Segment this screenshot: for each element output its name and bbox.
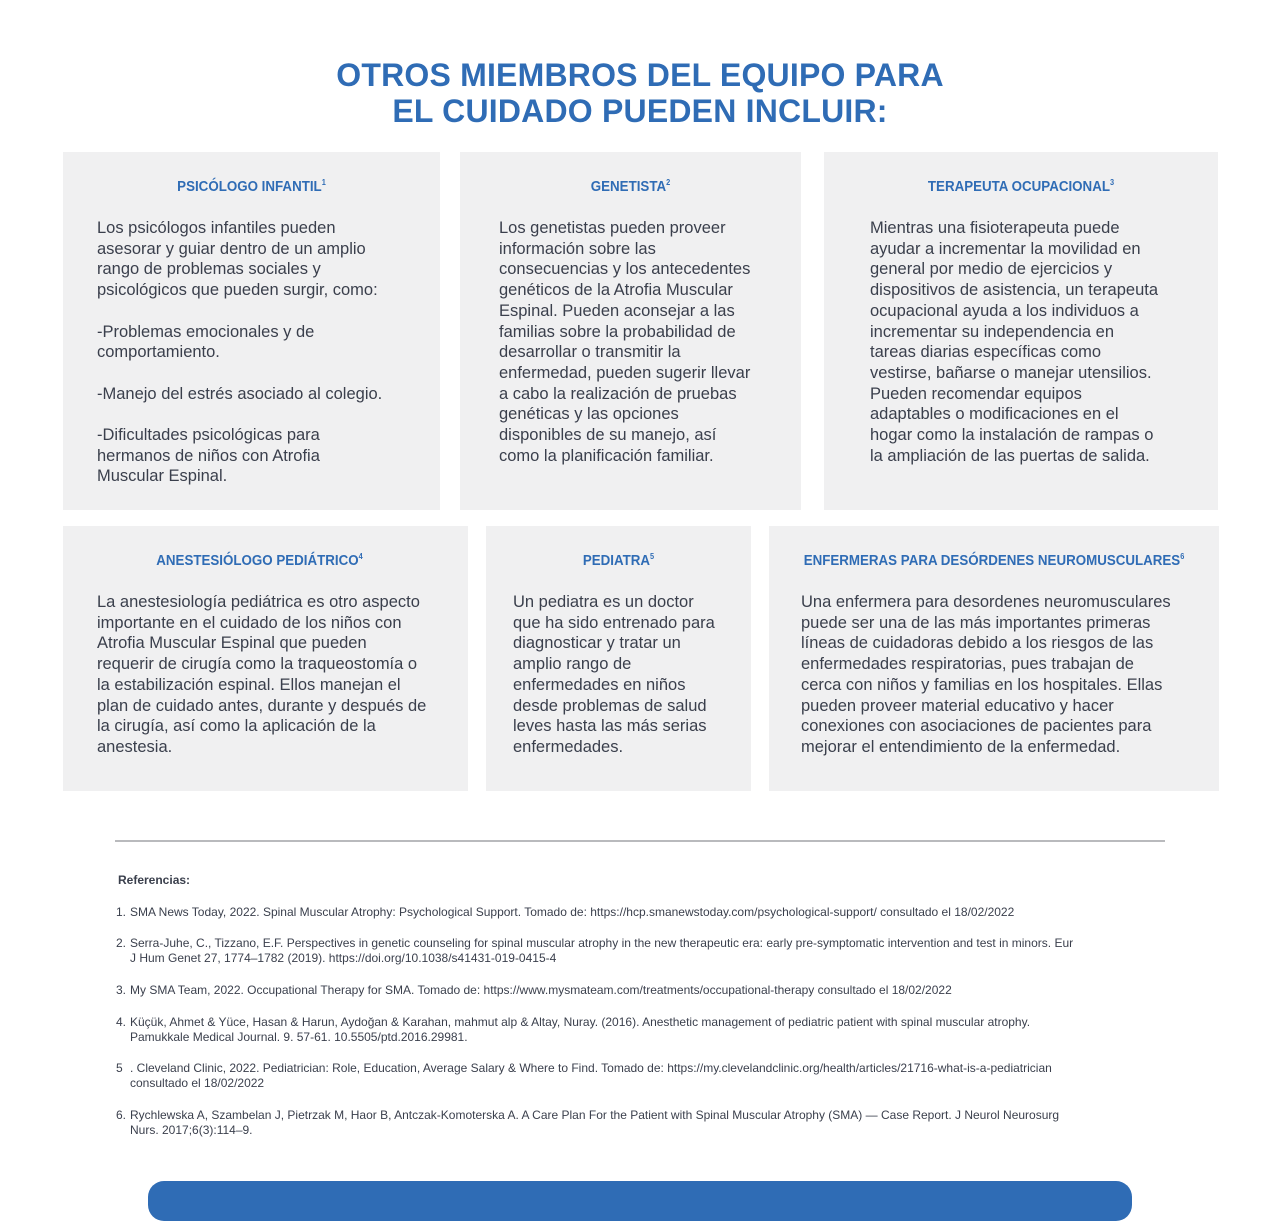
card-body: Una enfermera para desordenes neuromusculares puede ser una de las más importantes primeras líneas de cuidadoras debido a los riesgos de las enfermedades respiratorias, pues trabajan de cerca con niños y familias en los hospitales. Ellas pueden proveer material educativo y hacer conexiones con asociaciones de pacientes para mejorar el entendimiento de la enfermedad.	[801, 593, 1171, 756]
card-heading	[68, 548, 452, 570]
card-body: Un pediatra es un doctor que ha sido entrenado para diagnosticar y tratar un amplio rango de enfermedades en niños desde problemas de salud leves hasta las más serias enfermedades.	[513, 593, 715, 756]
reference-marker: 2	[666, 178, 671, 187]
card-pediatra	[486, 526, 751, 791]
reference-text: Rychlewska A, Szambelan J, Pietrzak M, Haor B, Antczak-Komoterska A. A Care Plan For the Patient with Spinal Muscular Atrophy (SMA) — Case Report. J Neurol Neurosurg Nurs. 2017;6(3):114–9.	[130, 1108, 1060, 1137]
reference-number: 6.	[116, 1108, 127, 1122]
reference-item	[114, 1015, 1030, 1045]
reference-item	[114, 1061, 1052, 1091]
card-body: Los psicólogos infantiles pueden asesorar y guiar dentro de un amplio rango de problemas sociales y psicológicos que pueden surgir, como: -Problemas emocionales y de comportamiento. -Manejo del estrés asociado al colegio. -Dificultades psicológicas para hermanos de niños con Atrofia Muscular Espinal.	[97, 219, 383, 486]
card-body: La anestesiología pediátrica es otro aspecto importante en el cuidado de los niños con Atrofia Muscular Espinal que pueden requerir de cirugía como la traqueostomía o la estabilización espinal. Ellos manejan el plan de cuidado antes, durante y después de la cirugía, así como la aplicación de la anestesia.	[97, 593, 427, 756]
card-body: Mientras una fisioterapeuta puede ayudar a incrementar la movilidad en general por medio de ejercicios y dispositivos de asistencia, un terapeuta ocupacional ayuda a los individuos a incrementar su independencia en tareas diarias específicas como vestirse, bañarse o manejar utensilios. Pueden recomendar equipos adaptables o modificaciones en el hogar como la instalación de rampas o la ampliación de las puertas de salida.	[870, 219, 1159, 465]
reference-text: Serra-Juhe, C., Tizzano, E.F. Perspectives in genetic counseling for spinal muscular atrophy in the new therapeutic era: early pre-symptomatic intervention and test in minors. Eur J Hum Genet 27, 1774–1782 (2019). https://doi.org/10.1038/s41431-019-0415-4	[130, 936, 1074, 965]
reference-number: 5	[116, 1061, 123, 1075]
reference-text: My SMA Team, 2022. Occupational Therapy for SMA. Tomado de: https://www.mysmateam.com/treatments/occupational-therapy consultado el 18/02/2022	[130, 983, 952, 997]
reference-marker: 1	[321, 178, 326, 187]
card-psicologo-infantil	[63, 152, 440, 510]
reference-item	[114, 983, 952, 998]
card-heading	[787, 548, 1201, 570]
card-anestesiologo-pediatrico	[63, 526, 468, 791]
card-heading-text: PEDIATRA	[582, 553, 651, 569]
reference-marker: 3	[1109, 178, 1115, 187]
footer-banner	[148, 1181, 1132, 1221]
page-title-line-1: OTROS MIEMBROS DEL EQUIPO PARA	[336, 57, 944, 94]
card-genetista	[460, 152, 801, 510]
reference-item	[114, 936, 1073, 966]
page-title-line-2: EL CUIDADO PUEDEN INCLUIR:	[392, 93, 888, 130]
reference-number: 2.	[116, 936, 127, 950]
card-terapeuta-ocupacional	[824, 152, 1218, 510]
reference-marker: 6	[1180, 552, 1185, 561]
card-heading-text: GENETISTA	[590, 179, 667, 195]
card-heading-text: TERAPEUTA OCUPACIONAL	[927, 179, 1110, 195]
reference-number: 4.	[116, 1015, 127, 1029]
page-title	[0, 57, 1280, 129]
card-enfermeras-neuromusculares	[769, 526, 1219, 791]
card-heading-text: ANESTESIÓLOGO PEDIÁTRICO	[156, 553, 359, 569]
reference-text: Küçük, Ahmet & Yüce, Hasan & Harun, Aydoğan & Karahan, mahmut alp & Altay, Nuray. (2016). Anesthetic management of pediatric patient with spinal muscular atrophy. Pamukkale Medical Journal. 9. 57-61. 10.5505/ptd.2016.29981.	[130, 1015, 1031, 1044]
card-heading-text: ENFERMERAS PARA DESÓRDENES NEUROMUSCULARES	[803, 553, 1181, 569]
card-heading	[474, 174, 788, 196]
card-heading	[840, 174, 1202, 196]
card-body: Los genetistas pueden proveer información sobre las consecuencias y los antecedentes genéticos de la Atrofia Muscular Espinal. Pueden aconsejar a las familias sobre la probabilidad de desarrollar o transmitir la enfermedad, pueden sugerir llevar a cabo la realización de pruebas genéticas y las opciones disponibles de su manejo, así como la planificación familiar.	[499, 219, 751, 465]
reference-marker: 5	[650, 552, 655, 561]
reference-text: . Cleveland Clinic, 2022. Pediatrician: Role, Education, Average Salary & Where to Find. Tomado de: https://my.clevelandclinic.org/health/articles/21716-what-is-a-pediatrician consultado el 18/02/2022	[130, 1061, 1052, 1090]
references-heading: Referencias:	[118, 873, 191, 887]
card-heading	[497, 548, 741, 570]
reference-marker: 4	[358, 552, 363, 561]
card-heading	[78, 174, 425, 196]
reference-number: 3.	[116, 983, 127, 997]
reference-text: SMA News Today, 2022. Spinal Muscular Atrophy: Psychological Support. Tomado de: https://hcp.smanewstoday.com/psychological-support/ consultado el 18/02/2022	[130, 905, 1015, 919]
reference-number: 1.	[116, 905, 127, 919]
divider	[115, 840, 1165, 842]
reference-item	[114, 905, 1014, 920]
card-heading-text: PSICÓLOGO INFANTIL	[177, 179, 322, 195]
reference-item	[114, 1108, 1059, 1138]
